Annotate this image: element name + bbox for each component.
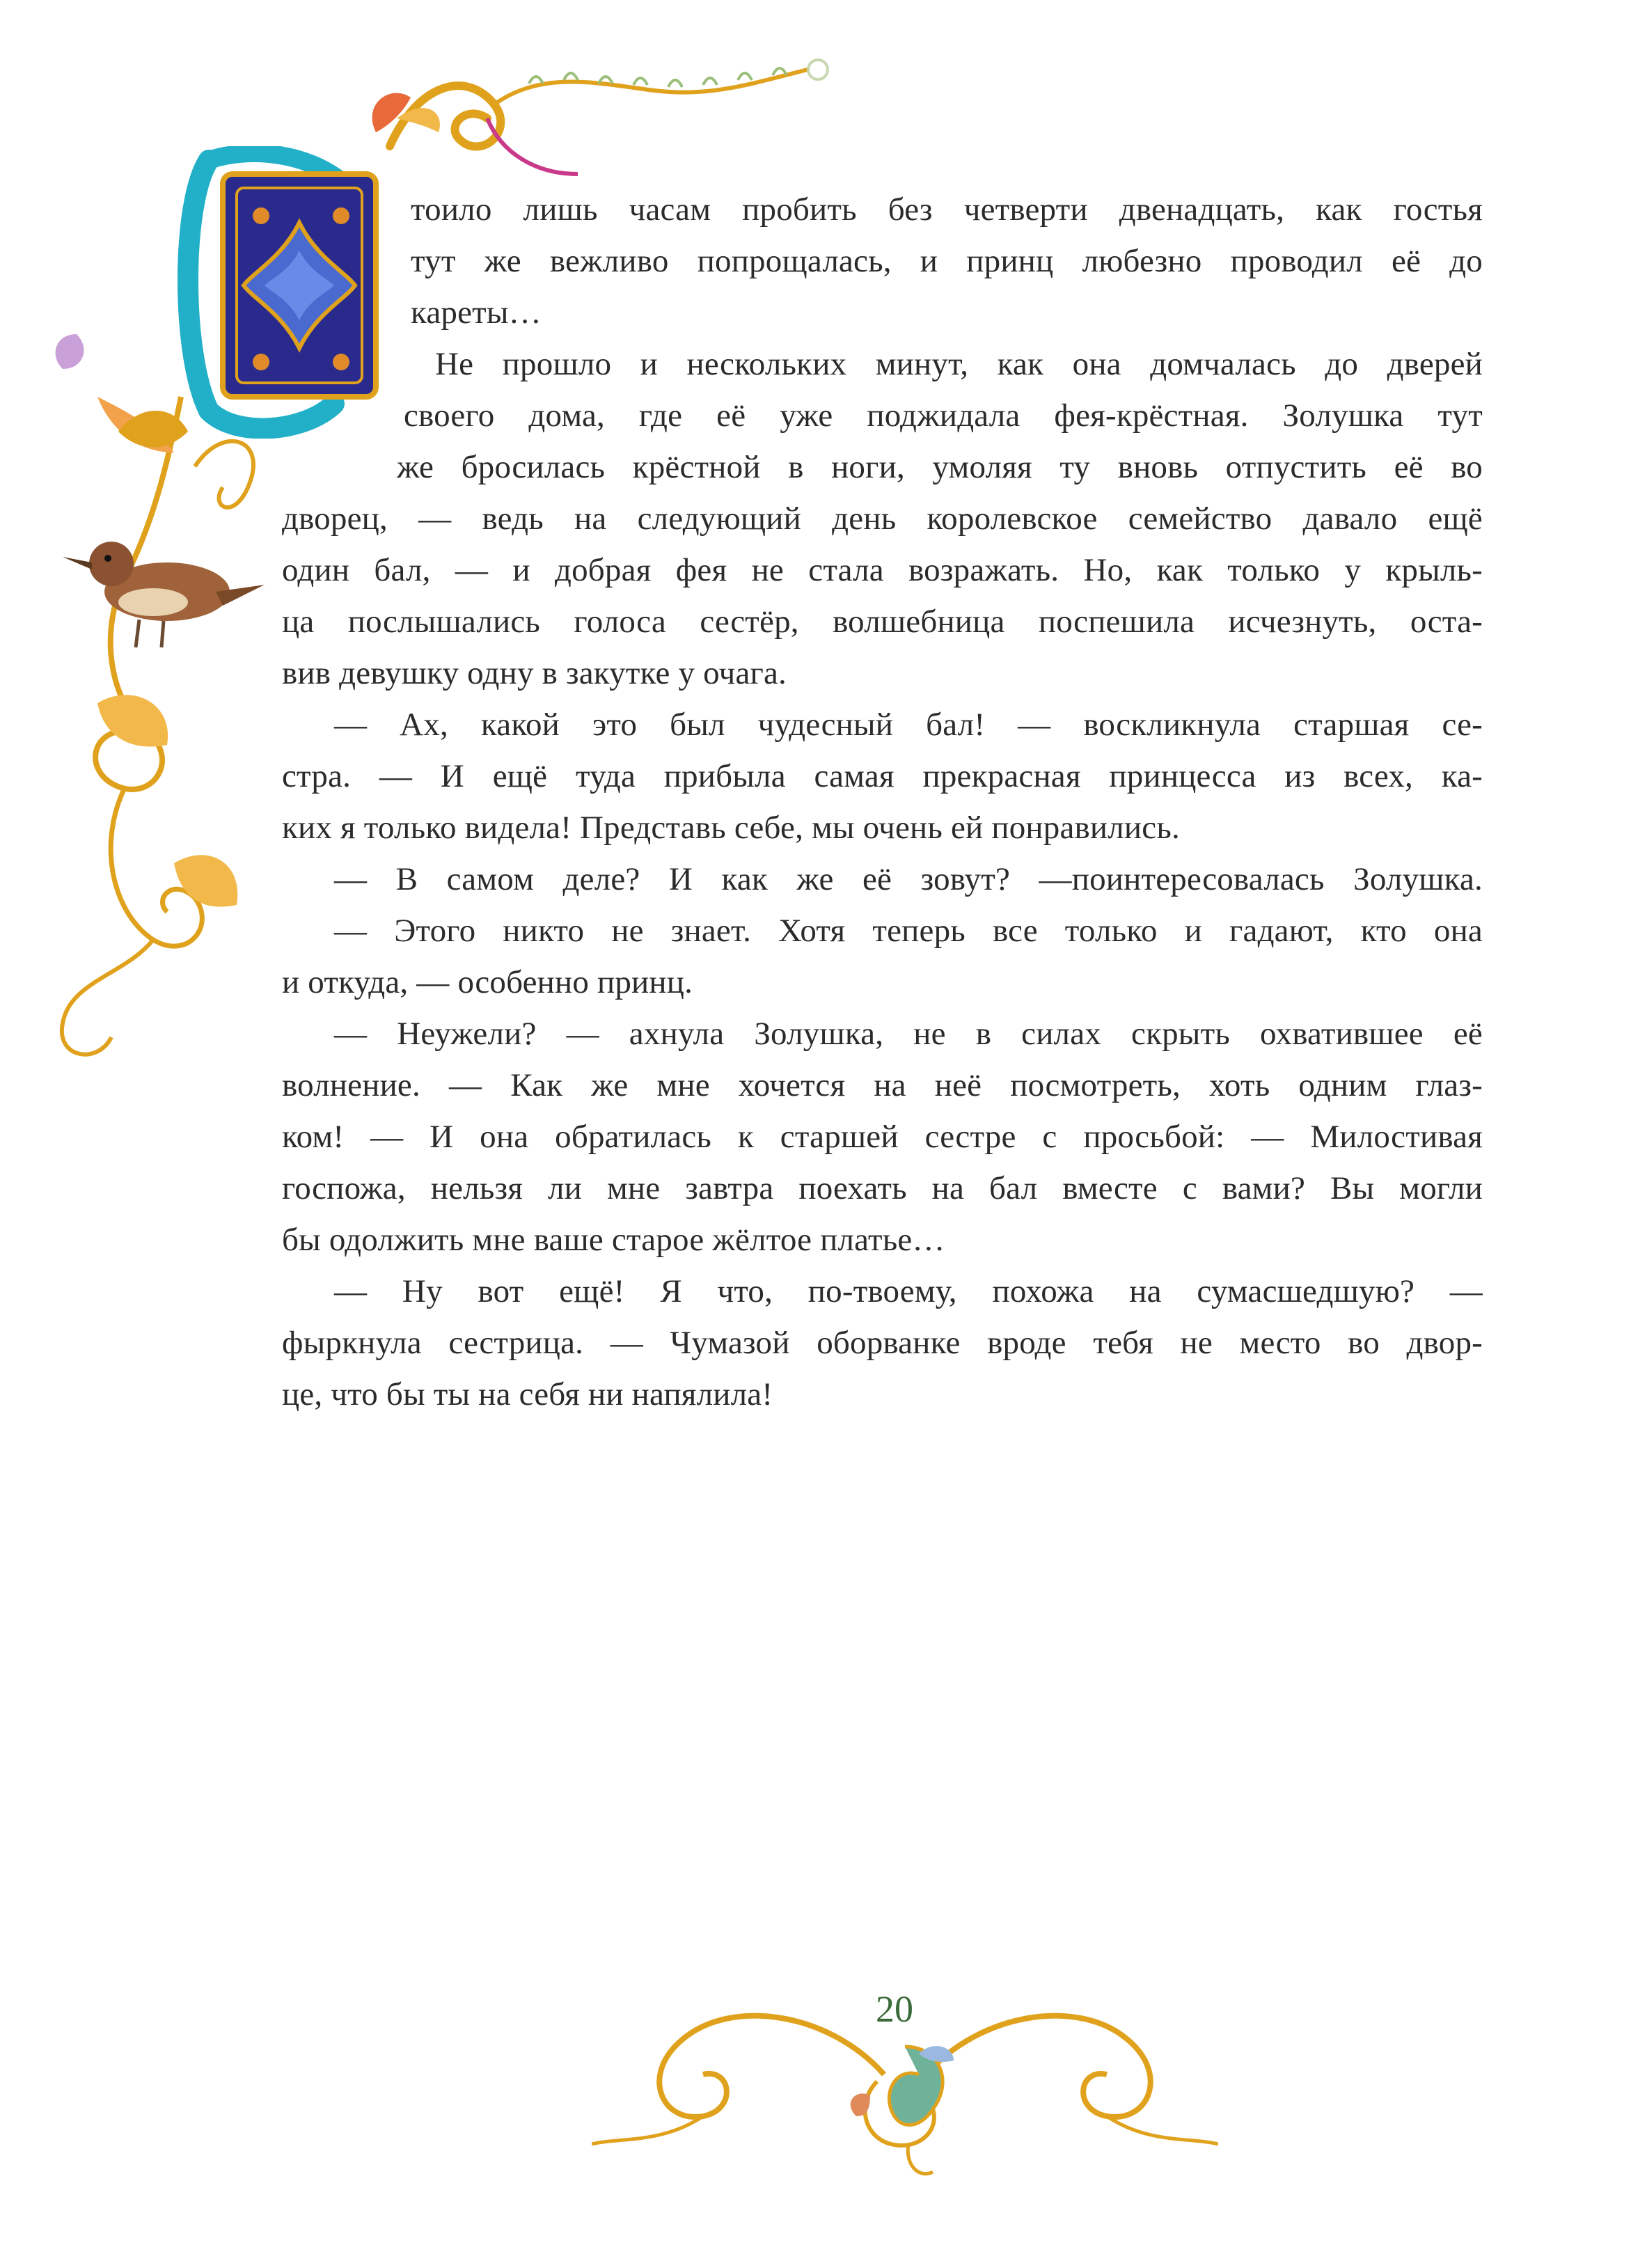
text-line: стра. — И ещё туда прибыла самая прекрасная принцесса из всех, ка- <box>282 758 1483 794</box>
text-line: — Ах, какой это был чудесный бал! — воскликнула старшая се- <box>334 707 1483 743</box>
text-line: вив девушку одну в закутке у очага. <box>282 655 787 691</box>
text-line: своего дома, где её уже поджидала фея-крёстная. Золушка тут <box>404 397 1483 434</box>
text-line: Не прошло и нескольких минут, как она домчалась до дверей <box>435 346 1483 382</box>
text-line: тут же вежливо попрощалась, и принц любезно проводил её до <box>411 243 1483 279</box>
text-line: — В самом деле? И как же её зовут? —поинтересовалась Золушка. <box>334 861 1483 897</box>
text-line: — Ну вот ещё! Я что, по-твоему, похожа на сумасшедшую? — <box>334 1273 1483 1309</box>
text-line: ком! — И она обратилась к старшей сестре с просьбой: — Милостивая <box>282 1119 1483 1155</box>
text-line: — Этого никто не знает. Хотя теперь все только и гадают, кто она <box>334 913 1483 949</box>
text-line: ких я только видела! Представь себе, мы очень ей понравились. <box>282 810 1180 846</box>
text-line: же бросилась крёстной в ноги, умоляя ту вновь отпустить её во <box>397 449 1483 485</box>
text-line: кареты… <box>411 294 542 331</box>
text-line: волнение. — Как же мне хочется на неё посмотреть, хоть одним глаз- <box>282 1067 1483 1103</box>
text-line: — Неужели? — ахнула Золушка, не в силах скрыть охватившее её <box>334 1016 1483 1052</box>
text-line: тоило лишь часам пробить без четверти двенадцать, как гостья <box>411 191 1483 228</box>
text-line: один бал, — и добрая фея не стала возражать. Но, как только у крыль- <box>282 552 1483 588</box>
text-line: фыркнула сестрица. — Чумазой оборванке вроде тебя не место во двор- <box>282 1325 1483 1361</box>
text-line: ца послышались голоса сестёр, волшебница поспешила исчезнуть, оста- <box>282 604 1483 640</box>
text-line: госпожа, нельзя ли мне завтра поехать на бал вместе с вами? Вы могли <box>282 1170 1483 1206</box>
text-line: и откуда, — особенно принц. <box>282 964 693 1000</box>
text-line: це, что бы ты на себя ни напялила! <box>282 1376 773 1412</box>
text-line: дворец, — ведь на следующий день королевское семейство давало ещё <box>282 501 1483 537</box>
page-number: 20 <box>876 1988 913 2030</box>
text-line: бы одолжить мне ваше старое жёлтое платье… <box>282 1222 945 1258</box>
